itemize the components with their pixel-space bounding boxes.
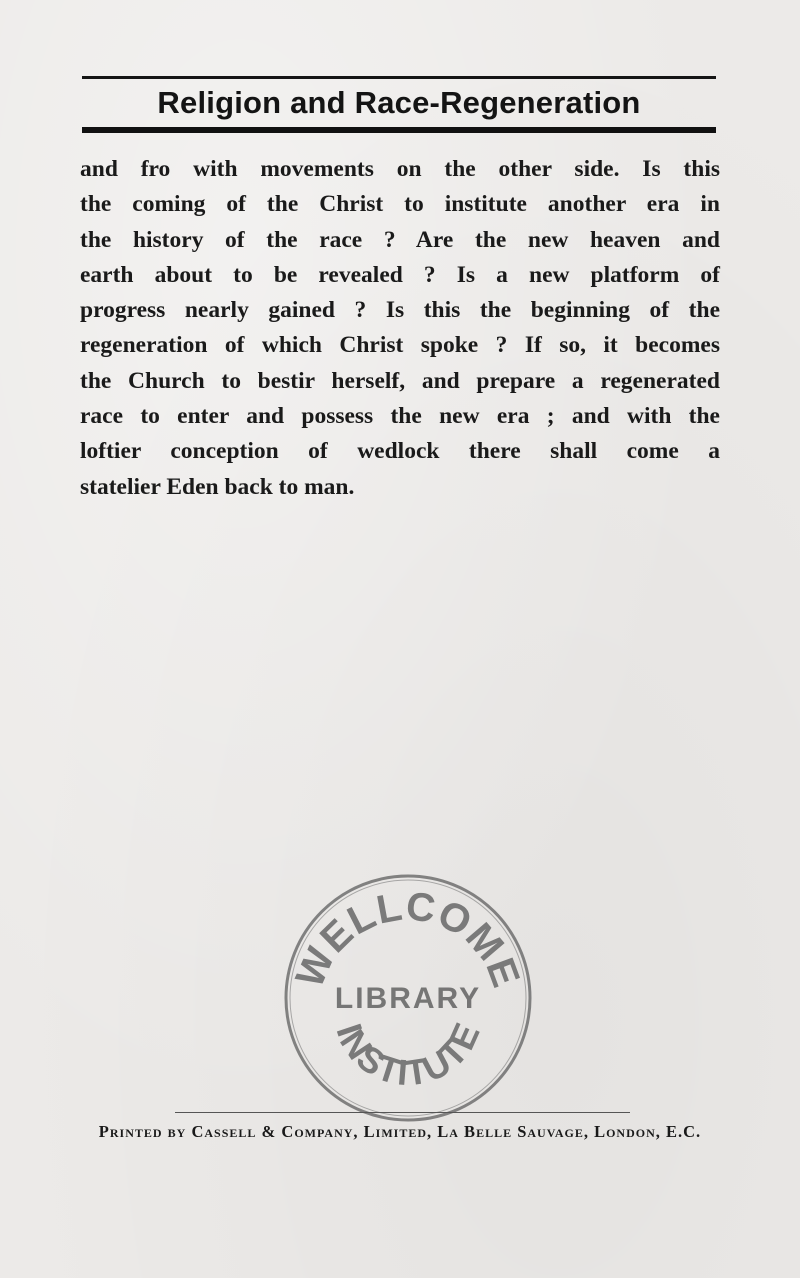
imprint-rule — [175, 1112, 630, 1113]
text-line: regeneration of which Christ spoke ? If so, it becomes — [80, 332, 720, 359]
text-line: race to enter and possess the new era ; and with the — [80, 403, 720, 430]
header-top-rule — [82, 76, 716, 79]
library-stamp — [278, 868, 538, 1128]
text-line: and fro with movements on the other side. Is this — [80, 156, 720, 182]
printer-imprint: Printed by Cassell & Company, Limited, La Belle Sauvage, London, E.C. — [98, 1122, 702, 1141]
text-line: the Church to bestir herself, and prepare a regenerated — [80, 367, 720, 394]
text-line: the history of the race ? Are the new heaven and — [80, 226, 720, 253]
text-line: loftier conception of wedlock there shall come a — [80, 438, 720, 465]
text-line: statelier Eden back to man. — [80, 473, 355, 500]
text-line: progress nearly gained ? Is this the beginning of the — [80, 297, 720, 324]
stamp-top-text: WELLCOME — [287, 884, 529, 994]
text-line: earth about to be revealed ? Is a new platform of — [80, 261, 720, 288]
header-bottom-rule — [82, 127, 716, 133]
stamp-bottom-text: INSTITUTE — [328, 1016, 488, 1094]
text-line: the coming of the Christ to institute another era in — [80, 191, 720, 218]
body-paragraph — [80, 152, 720, 505]
running-head-title: Religion and Race-Regeneration — [157, 85, 641, 120]
stamp-middle-text: LIBRARY — [334, 982, 482, 1015]
